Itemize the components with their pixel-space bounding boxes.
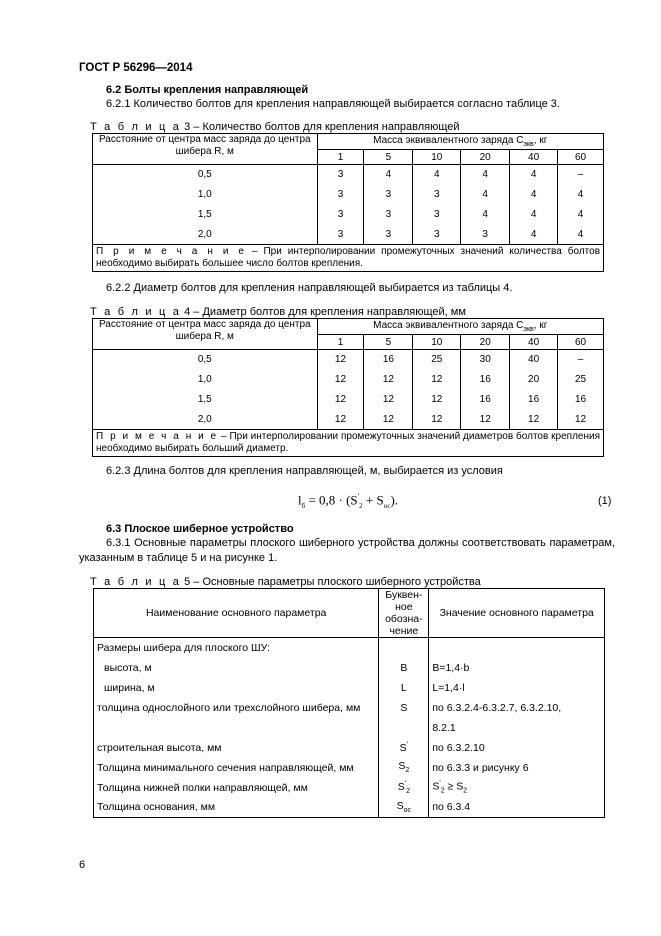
table-row: [93, 370, 604, 390]
table-column-header: 40: [510, 150, 558, 165]
parameter-symbol: $S_{ос}$: [379, 798, 429, 818]
table-cell: 16: [461, 370, 510, 390]
table-row: [94, 678, 605, 698]
parameter-symbol: [379, 718, 429, 738]
table-cell: 12: [317, 350, 364, 370]
parameter-symbol: $S_2$: [379, 758, 429, 778]
table-cell: 25: [413, 350, 461, 370]
table-cell: 3: [317, 205, 364, 225]
table-cell: 3: [413, 185, 461, 205]
table-cell: 12: [317, 410, 364, 430]
parameter-symbol: S': [379, 738, 429, 758]
table-column-header: 5: [364, 150, 413, 165]
table-caption-text: 5 – Основные параметры плоского шиберного устройства: [184, 576, 481, 588]
table-cell: 3: [364, 185, 413, 205]
table-5: [93, 588, 605, 818]
table-cell: 12: [510, 410, 558, 430]
table-4: [92, 318, 604, 457]
table-cell: 4: [510, 205, 558, 225]
table-cell: 3: [364, 205, 413, 225]
parameter-name: толщина однослойного или трехслойного шибера, мм: [94, 698, 379, 718]
table-cell: 12: [413, 410, 461, 430]
table-cell: –: [558, 350, 604, 370]
parameter-value: по 6.3.3 и рисунку 6: [429, 758, 605, 778]
parameter-symbol: L: [379, 678, 429, 698]
table-column-header: 1: [317, 335, 364, 350]
table-cell: 3: [413, 205, 461, 225]
parameter-name: высота, м: [94, 658, 379, 678]
table-3: [92, 133, 604, 272]
table-cell: 4: [461, 205, 510, 225]
table-cell: 3: [413, 225, 461, 245]
table-note: П р и м е ч а н и е – При интерполировании промежуточных значений диаметров болтов крепления необходимо выбирать больший диаметр.: [93, 430, 604, 457]
parameter-value: по 6.3.2.10: [429, 738, 605, 758]
section-6-2-title: 6.2 Болты крепления направляющей: [106, 84, 309, 96]
paragraph-6-3-1: 6.3.1 Основные параметры плоского шиберного устройства должны соответствовать параметрам, указанным в таблице 5 и на рисунке 1.: [79, 537, 615, 564]
table-cell: 16: [364, 350, 413, 370]
section-6-3-title: 6.3 Плоское шиберное устройство: [106, 523, 294, 535]
table-cell: 25: [558, 370, 604, 390]
table-cell: 16: [558, 390, 604, 410]
table-cell: 12: [558, 410, 604, 430]
parameter-symbol: $S'_2$: [379, 778, 429, 798]
table-column-header: 40: [510, 335, 558, 350]
parameter-symbol: [379, 638, 429, 658]
paragraph-6-2-1: 6.2.1 Количество болтов для крепления направляющей выбирается согласно таблице 3.: [106, 98, 560, 110]
parameter-symbol: S: [379, 698, 429, 718]
table-cell: 4: [413, 165, 461, 185]
table-row-label: 2,0: [93, 410, 318, 430]
table-row-label: 0,5: [93, 350, 318, 370]
table-cell: 4: [558, 185, 604, 205]
table-row: [94, 758, 605, 778]
table-cell: 16: [461, 390, 510, 410]
table-column-header: 1: [317, 150, 364, 165]
table-column-header: 60: [558, 150, 604, 165]
table-cell: 12: [413, 390, 461, 410]
parameter-name: Толщина минимального сечения направляющей, мм: [94, 758, 379, 778]
table-cell: 4: [364, 165, 413, 185]
table-cell: 4: [558, 225, 604, 245]
parameter-value: по 6.3.4: [429, 798, 605, 818]
table-cell: 40: [510, 350, 558, 370]
table-row-label: 0,5: [93, 165, 318, 185]
table-cell: 20: [510, 370, 558, 390]
table-caption-label: Т а б л и ц а: [90, 576, 182, 588]
table-row-header: Расстояние от центра масс заряда до центра шибера R, м: [93, 134, 318, 165]
table-row: [93, 350, 604, 370]
table-cell: 3: [317, 225, 364, 245]
table-row: [94, 698, 605, 718]
table-cell: 3: [317, 165, 364, 185]
table-row-label: 2,0: [93, 225, 318, 245]
parameter-value: [429, 638, 605, 658]
table-row: [93, 185, 604, 205]
parameter-symbol: B: [379, 658, 429, 678]
parameter-value: L=1,4·l: [429, 678, 605, 698]
table-header-symbol: Буквен-ное обозна-чение: [379, 589, 429, 638]
formula: $l_б = 0,8 \cdot (S'_2 + S_{ос})$.: [298, 492, 399, 510]
table-cell: 3: [364, 225, 413, 245]
table-note: П р и м е ч а н и е – При интерполировании промежуточных значений количества болтов необходимо выбирать большее число болтов крепления.: [93, 245, 604, 272]
paragraph-6-2-3: 6.2.3 Длина болтов для крепления направляющей, м, выбирается из условия: [106, 465, 503, 477]
table-row: [94, 658, 605, 678]
table-column-group-header: Масса эквивалентного заряда $С_{экв}$, кг: [317, 134, 603, 150]
page-number: 6: [79, 859, 86, 871]
table-header-name: Наименование основного параметра: [94, 589, 379, 638]
parameter-name: Размеры шибера для плоского ШУ:: [94, 638, 379, 658]
parameter-value: по 6.3.2.4-6.3.2.7, 6.3.2.10,: [429, 698, 605, 718]
parameter-name: Толщина нижней полки направляющей, мм: [94, 778, 379, 798]
table-column-header: 20: [461, 335, 510, 350]
table-cell: 3: [317, 185, 364, 205]
table-cell: 30: [461, 350, 510, 370]
table-row-label: 1,0: [93, 370, 318, 390]
table-cell: –: [558, 165, 604, 185]
table-caption-text: 4 – Диаметр болтов для крепления направляющей, мм: [184, 306, 466, 318]
table-column-header: 60: [558, 335, 604, 350]
table-row: [94, 638, 605, 658]
table-row-label: 1,0: [93, 185, 318, 205]
table-row-label: 1,5: [93, 390, 318, 410]
table-column-header: 10: [413, 150, 461, 165]
paragraph-6-2-2: 6.2.2 Диаметр болтов для крепления направляющей выбирается из таблицы 4.: [106, 282, 513, 294]
table-cell: 4: [461, 165, 510, 185]
formula-number: (1): [598, 495, 612, 507]
table-cell: 12: [461, 410, 510, 430]
table-caption-label: Т а б л и ц а: [90, 306, 182, 318]
table-column-group-header: Масса эквивалентного заряда $С_{экв}$, кг: [317, 319, 603, 335]
parameter-name: ширина, м: [94, 678, 379, 698]
table-header-value: Значение основного параметра: [429, 589, 605, 638]
document-header: ГОСТ Р 56296—2014: [79, 62, 193, 74]
table-row-label: 1,5: [93, 205, 318, 225]
parameter-name: [94, 718, 379, 738]
table-cell: 12: [364, 410, 413, 430]
table-cell: 12: [364, 390, 413, 410]
table-row-header: Расстояние от центра масс заряда до центра шибера R, м: [93, 319, 318, 350]
table-cell: 4: [510, 165, 558, 185]
table-row: [94, 718, 605, 738]
table-caption-label: Т а б л и ц а: [90, 121, 182, 133]
table-column-header: 10: [413, 335, 461, 350]
table-cell: 12: [317, 390, 364, 410]
table-row: [93, 205, 604, 225]
table-row: [94, 738, 605, 758]
table-cell: 4: [461, 185, 510, 205]
table-row: [93, 225, 604, 245]
table-row: [93, 410, 604, 430]
parameter-value: B=1,4·b: [429, 658, 605, 678]
table-caption-text: 3 – Количество болтов для крепления направляющей: [184, 121, 460, 133]
table-cell: 12: [317, 370, 364, 390]
table-cell: 4: [510, 185, 558, 205]
table-row: [94, 798, 605, 818]
table-row: [94, 778, 605, 798]
table-row: [93, 165, 604, 185]
table-column-header: 5: [364, 335, 413, 350]
table-cell: 16: [510, 390, 558, 410]
parameter-name: строительная высота, мм: [94, 738, 379, 758]
table-cell: 4: [558, 205, 604, 225]
table-column-header: 20: [461, 150, 510, 165]
table-cell: 4: [510, 225, 558, 245]
parameter-value: $S'_2 \ge S_2$: [429, 778, 605, 798]
table-cell: 12: [364, 370, 413, 390]
table-cell: 12: [413, 370, 461, 390]
parameter-name: Толщина основания, мм: [94, 798, 379, 818]
table-cell: 3: [461, 225, 510, 245]
parameter-value: 8.2.1: [429, 718, 605, 738]
table-row: [93, 390, 604, 410]
